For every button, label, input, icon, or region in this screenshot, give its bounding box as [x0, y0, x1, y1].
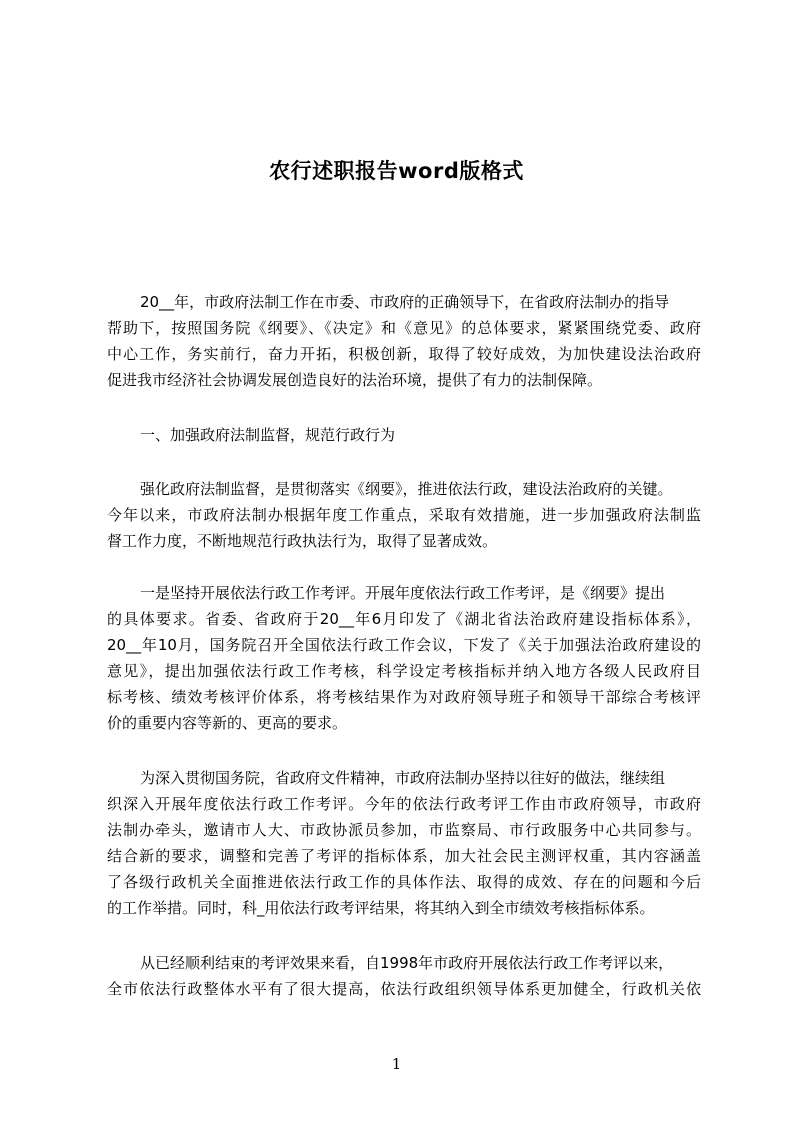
- paragraph-line: 意见》，提出加强依法行政工作考核，科学设定考核指标并纳入地方各级人民政府目: [107, 662, 701, 680]
- paragraph-line: 了各级行政机关全面推进依法行政工作的具体作法、取得的成效、存在的问题和今后: [107, 873, 701, 891]
- paragraph-line: 标考核、绩效考核评价体系，将考核结果作为对政府领导班子和领导干部综合考核评: [107, 688, 701, 706]
- paragraph-line: 一是坚持开展依法行政工作考评。开展年度依法行政工作考评，是《纲要》提出: [140, 584, 666, 602]
- paragraph-line: 帮助下，按照国务院《纲要》、《决定》和《意见》的总体要求，紧紧围绕党委、政府: [107, 319, 701, 337]
- paragraph-line: 的工作举措。同时，科_用依法行政考评结果，将其纳入到全市绩效考核指标体系。: [107, 899, 655, 917]
- paragraph-line: 20__年，市政府法制工作在市委、市政府的正确领导下，在省政府法制办的指导: [140, 293, 670, 311]
- paragraph-line: 织深入开展年度依法行政工作考评。今年的依法行政考评工作由市政府领导，市政府: [107, 795, 701, 813]
- section-heading: 一、加强政府法制监督，规范行政行为: [140, 426, 396, 444]
- paragraph-line: 全市依法行政整体水平有了很大提高，依法行政组织领导体系更加健全，行政机关依: [107, 980, 701, 998]
- paragraph-line: 为深入贯彻国务院，省政府文件精神，市政府法制办坚持以往好的做法，继续组: [140, 769, 666, 787]
- paragraph-line: 法制办牵头，邀请市人大、市政协派员参加，市监察局、市行政服务中心共同参与。: [107, 821, 701, 839]
- document-title: 农行述职报告word版格式: [269, 159, 524, 184]
- paragraph-line: 中心工作，务实前行，奋力开拓，积极创新，取得了较好成效，为加快建设法治政府: [107, 345, 701, 363]
- paragraph-line: 的具体要求。省委、省政府于20__年6月印发了《湖北省法治政府建设指标体系》，: [107, 610, 701, 628]
- paragraph-line: 督工作力度，不断地规范行政执法行为，取得了显著成效。: [107, 532, 498, 550]
- paragraph-line: 结合新的要求，调整和完善了考评的指标体系，加大社会民主测评权重，其内容涵盖: [107, 847, 701, 865]
- paragraph-line: 20__年10月，国务院召开全国依法行政工作会议，下发了《关于加强法治政府建设的: [107, 636, 701, 654]
- paragraph-line: 从已经顺利结束的考评效果来看，自1998年市政府开展依法行政工作考评以来，: [140, 954, 674, 972]
- paragraph-line: 今年以来，市政府法制办根据年度工作重点，采取有效措施，进一步加强政府法制监: [107, 506, 701, 524]
- paragraph-line: 强化政府法制监督，是贯彻落实《纲要》，推进依法行政，建设法治政府的关键。: [140, 480, 673, 498]
- paragraph-line: 价的重要内容等新的、更高的要求。: [107, 714, 348, 732]
- paragraph-line: 促进我市经济社会协调发展创造良好的法治环境，提供了有力的法制保障。: [107, 371, 603, 389]
- page-number: 1: [391, 1055, 402, 1073]
